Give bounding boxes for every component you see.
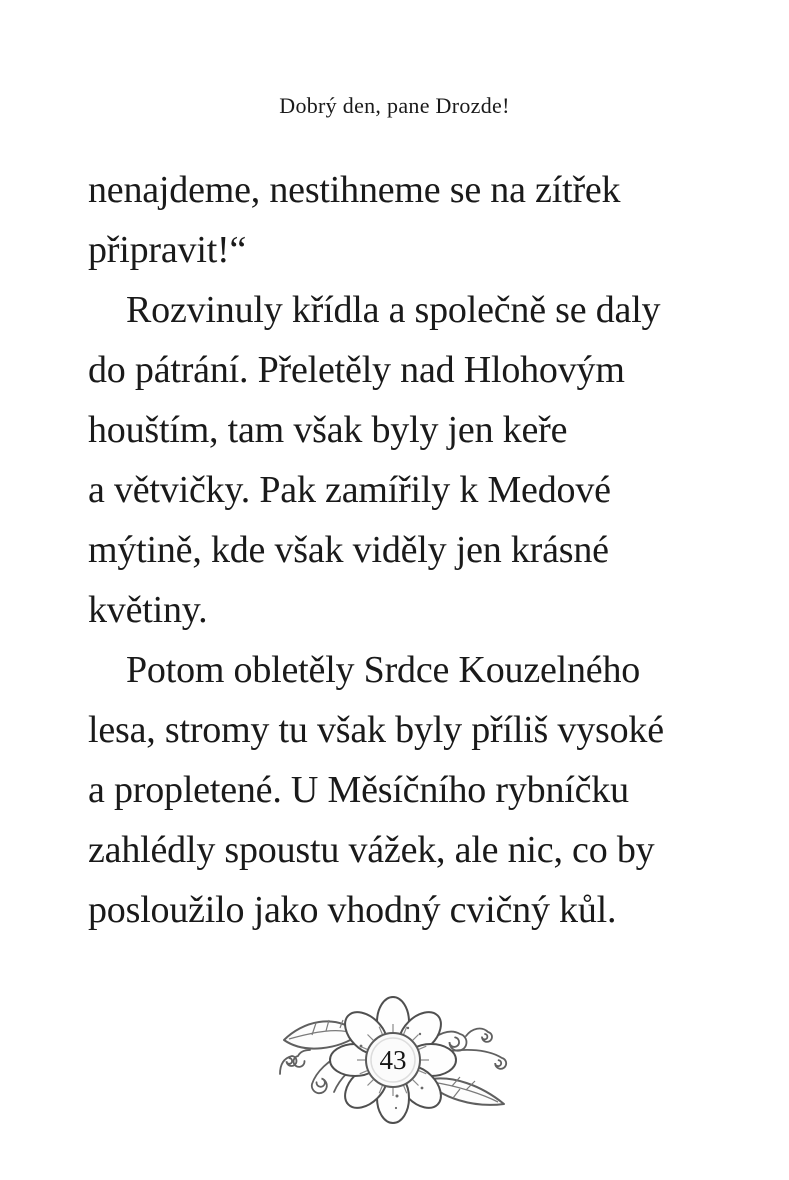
body-text bbox=[88, 160, 748, 940]
flower-ornament bbox=[276, 994, 520, 1130]
text-line: Rozvinuly křídla a společně se daly bbox=[126, 289, 661, 331]
text-line: připravit!“ bbox=[88, 229, 247, 271]
text-line: nenajdeme, nestihneme se na zítřek bbox=[88, 169, 621, 211]
text-line: květiny. bbox=[88, 589, 208, 631]
page-number: 43 bbox=[379, 1045, 407, 1075]
text-line: a propletené. U Měsíčního rybníčku bbox=[88, 769, 629, 811]
running-header: Dobrý den, pane Drozde! bbox=[279, 93, 510, 118]
text-line: houštím, tam však byly jen keře bbox=[88, 409, 568, 451]
flower-ornament-drawing bbox=[276, 994, 520, 1130]
text-line: posloužilo jako vhodný cvičný kůl. bbox=[88, 889, 617, 931]
text-line: a větvičky. Pak zamířily k Medové bbox=[88, 469, 611, 511]
text-line: Potom obletěly Srdce Kouzelného bbox=[126, 649, 641, 691]
text-line: lesa, stromy tu však byly příliš vysoké bbox=[88, 709, 664, 751]
text-line: mýtině, kde však viděly jen krásné bbox=[88, 529, 609, 571]
text-line: zahlédly spoustu vážek, ale nic, co by bbox=[88, 829, 655, 871]
text-line: do pátrání. Přeletěly nad Hlohovým bbox=[88, 349, 625, 391]
